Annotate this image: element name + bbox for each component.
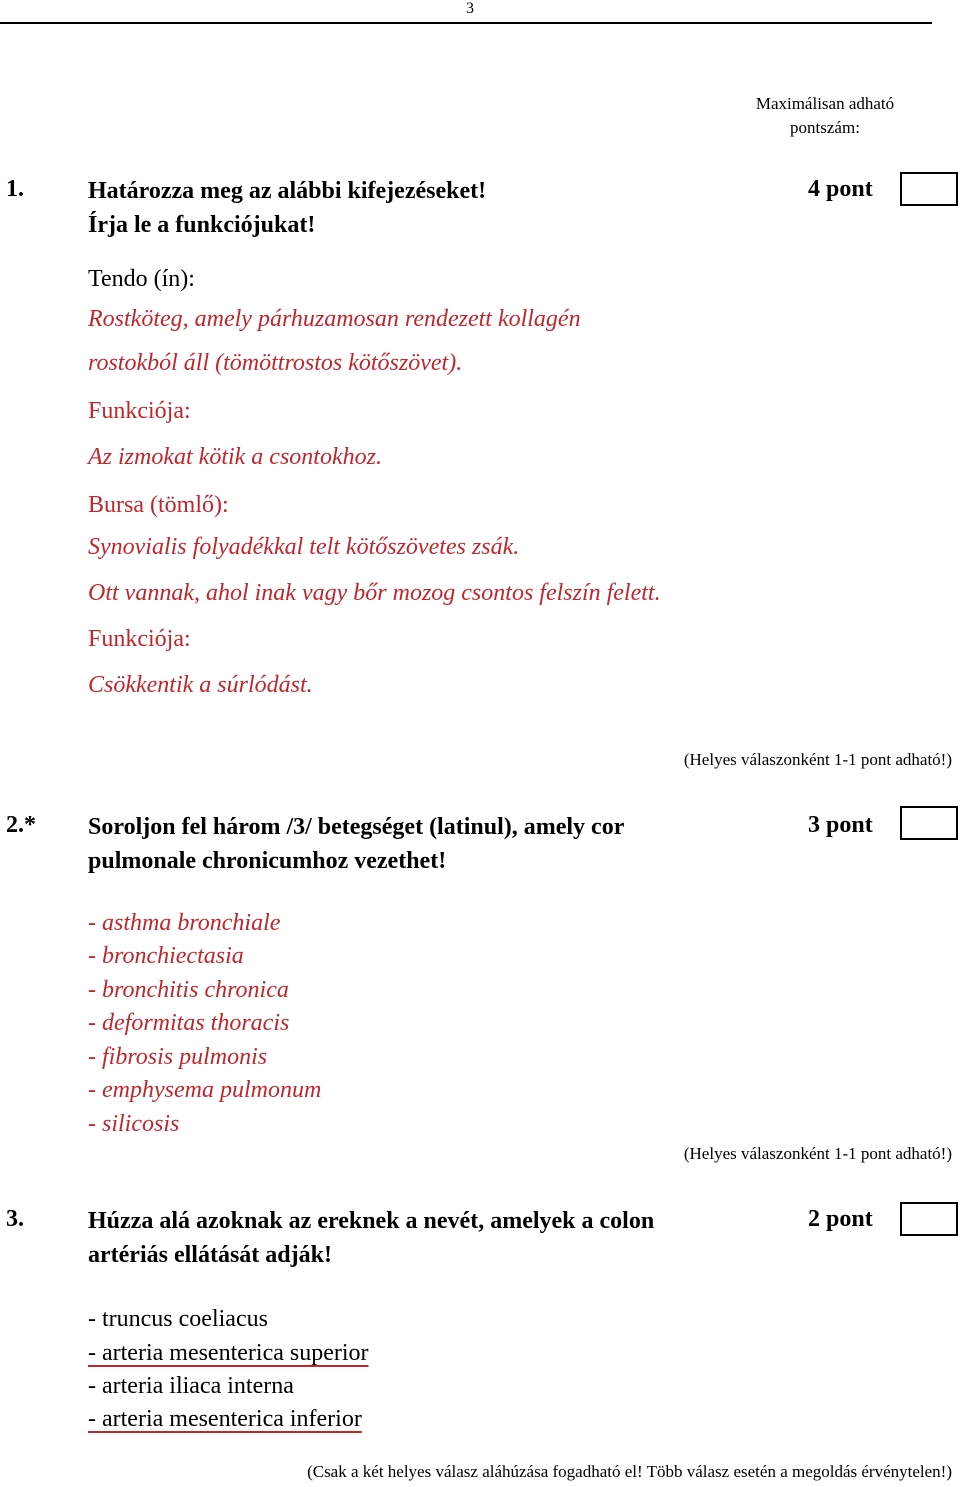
q1-bursa-answer-1: Synovialis folyadékkal telt kötőszövetes zsák. <box>88 534 520 560</box>
q1-bursa-function: Csökkentik a súrlódást. <box>88 672 313 698</box>
q2-answer: - emphysema pulmonum <box>88 1077 322 1103</box>
header-rule <box>0 22 932 24</box>
q2-answer: - deformitas thoracis <box>88 1010 290 1036</box>
q1-number: 1. <box>6 176 24 202</box>
q1-title-line1: Határozza meg az alábbi kifejezéseket! <box>88 178 487 204</box>
q3-title-line2: artériás ellátását adják! <box>88 1242 332 1268</box>
q1-tendo-function: Az izmokat kötik a csontokhoz. <box>88 444 382 470</box>
q3-option[interactable]: - arteria iliaca interna <box>88 1373 294 1399</box>
q3-number: 3. <box>6 1206 24 1232</box>
q3-note: (Csak a két helyes válasz aláhúzása fogadható el! Több válasz esetén a megoldás érvénytelen!) <box>307 1462 952 1481</box>
q1-tendo-label: Tendo (ín): <box>88 266 195 292</box>
q3-score-box[interactable] <box>900 1202 958 1236</box>
page-number: 3 <box>466 0 474 17</box>
q2-title-line1: Soroljon fel három /3/ betegséget (latinul), amely cor <box>88 814 625 840</box>
q3-option-underlined[interactable]: - arteria mesenterica superior <box>88 1340 369 1366</box>
q1-score-box[interactable] <box>900 172 958 206</box>
q3-title-line1: Húzza alá azoknak az ereknek a nevét, amelyek a colon <box>88 1208 655 1234</box>
q3-option[interactable]: - truncus coeliacus <box>88 1306 268 1332</box>
q3-option-underlined[interactable]: - arteria mesenterica inferior <box>88 1406 362 1432</box>
q2-answer: - bronchitis chronica <box>88 977 289 1003</box>
q1-tendo-answer-1: Rostköteg, amely párhuzamosan rendezett kollagén <box>88 306 581 332</box>
q2-answer: - silicosis <box>88 1111 180 1137</box>
q1-points: 4 pont <box>808 176 873 202</box>
q1-note: (Helyes válaszonként 1-1 pont adható!) <box>683 750 952 769</box>
q2-note: (Helyes válaszonként 1-1 pont adható!) <box>683 1144 952 1163</box>
q1-bursa-label: Bursa (tömlő): <box>88 492 229 518</box>
q2-answer: - bronchiectasia <box>88 943 244 969</box>
q1-function-label-1: Funkciója: <box>88 398 191 424</box>
q2-answer: - fibrosis pulmonis <box>88 1044 268 1070</box>
q2-number: 2.* <box>6 812 36 838</box>
max-points-label: Maximálisan adható pontszám: <box>755 94 895 137</box>
q1-title-line2: Írja le a funkciójukat! <box>88 212 316 238</box>
q1-bursa-answer-2: Ott vannak, ahol inak vagy bőr mozog csontos felszín felett. <box>88 580 661 606</box>
q2-score-box[interactable] <box>900 806 958 840</box>
q2-answer: - asthma bronchiale <box>88 910 281 936</box>
q1-function-label-2: Funkciója: <box>88 626 191 652</box>
q2-points: 3 pont <box>808 812 873 838</box>
q3-points: 2 pont <box>808 1206 873 1232</box>
q1-tendo-answer-2: rostokból áll (tömöttrostos kötőszövet). <box>88 350 463 376</box>
q2-title-line2: pulmonale chronicumhoz vezethet! <box>88 848 447 874</box>
